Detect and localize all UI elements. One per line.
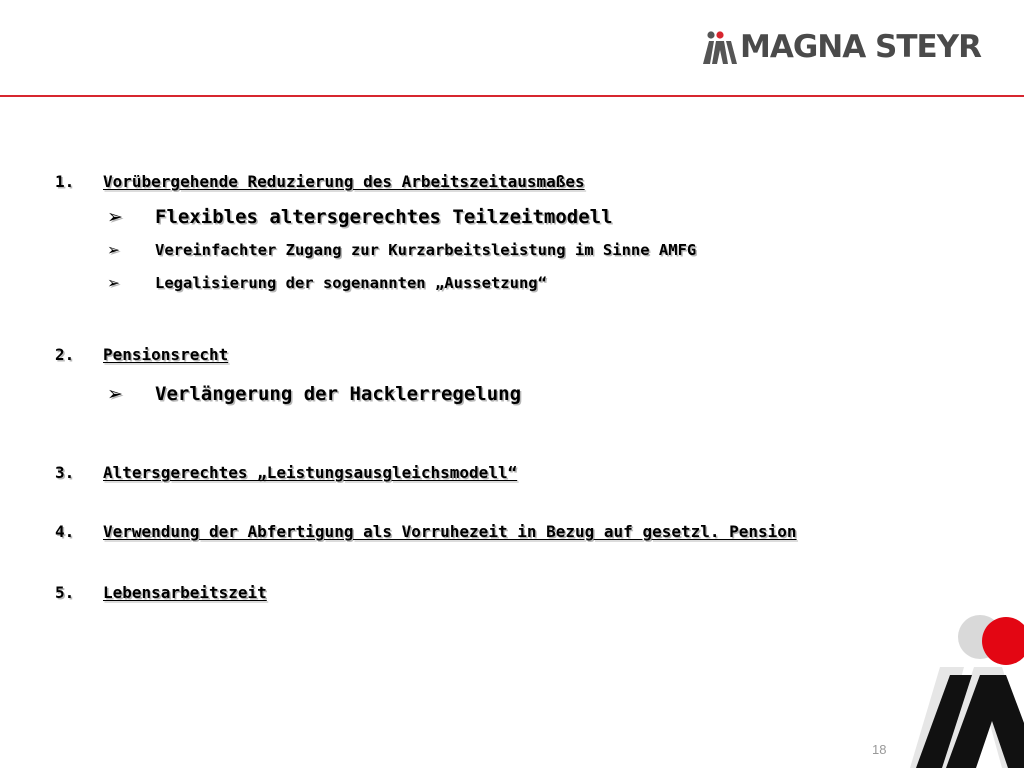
- subitem-text: Legalisierung der sogenannten „Aussetzung“: [155, 274, 547, 292]
- item-number: 2.: [55, 345, 75, 364]
- agenda-subitem: [107, 206, 613, 228]
- page-number: 18: [872, 742, 887, 757]
- agenda-subitem: [107, 274, 547, 292]
- arrow-bullet-icon: ➢: [107, 274, 120, 292]
- subitem-text: Verlängerung der Hacklerregelung: [155, 383, 522, 405]
- item-title: Vorübergehende Reduzierung des Arbeitszeitausmaßes: [103, 172, 585, 191]
- agenda-item-5: [55, 583, 267, 602]
- arrow-bullet-icon: ➢: [107, 241, 120, 259]
- item-number: 3.: [55, 463, 75, 482]
- subitem-text: Vereinfachter Zugang zur Kurzarbeitsleistung im Sinne AMFG: [155, 241, 697, 259]
- subitem-text: Flexibles altersgerechtes Teilzeitmodell: [155, 206, 613, 228]
- magna-figures-icon: [880, 605, 1024, 768]
- company-logo: [703, 30, 981, 64]
- header-divider: [0, 95, 1024, 97]
- item-title: Altersgerechtes „Leistungsausgleichsmodell“: [103, 463, 518, 482]
- arrow-bullet-icon: ➢: [107, 206, 123, 228]
- agenda-item-2: [55, 345, 228, 364]
- agenda-item-4: [55, 522, 797, 541]
- item-number: 5.: [55, 583, 75, 602]
- item-title: Lebensarbeitszeit: [103, 583, 267, 602]
- item-title: Pensionsrecht: [103, 345, 229, 364]
- item-number: 1.: [55, 172, 75, 191]
- agenda-subitem: [107, 241, 696, 259]
- agenda-subitem: [107, 383, 521, 405]
- arrow-bullet-icon: ➢: [107, 383, 123, 405]
- agenda-item-1: [55, 172, 585, 191]
- item-number: 4.: [55, 522, 75, 541]
- logo-text: MAGNA STEYR: [740, 28, 981, 65]
- item-title: Verwendung der Abfertigung als Vorruhezeit in Bezug auf gesetzl. Pension: [103, 522, 797, 541]
- magna-mark-icon: [703, 30, 737, 64]
- agenda-item-3: [55, 463, 517, 482]
